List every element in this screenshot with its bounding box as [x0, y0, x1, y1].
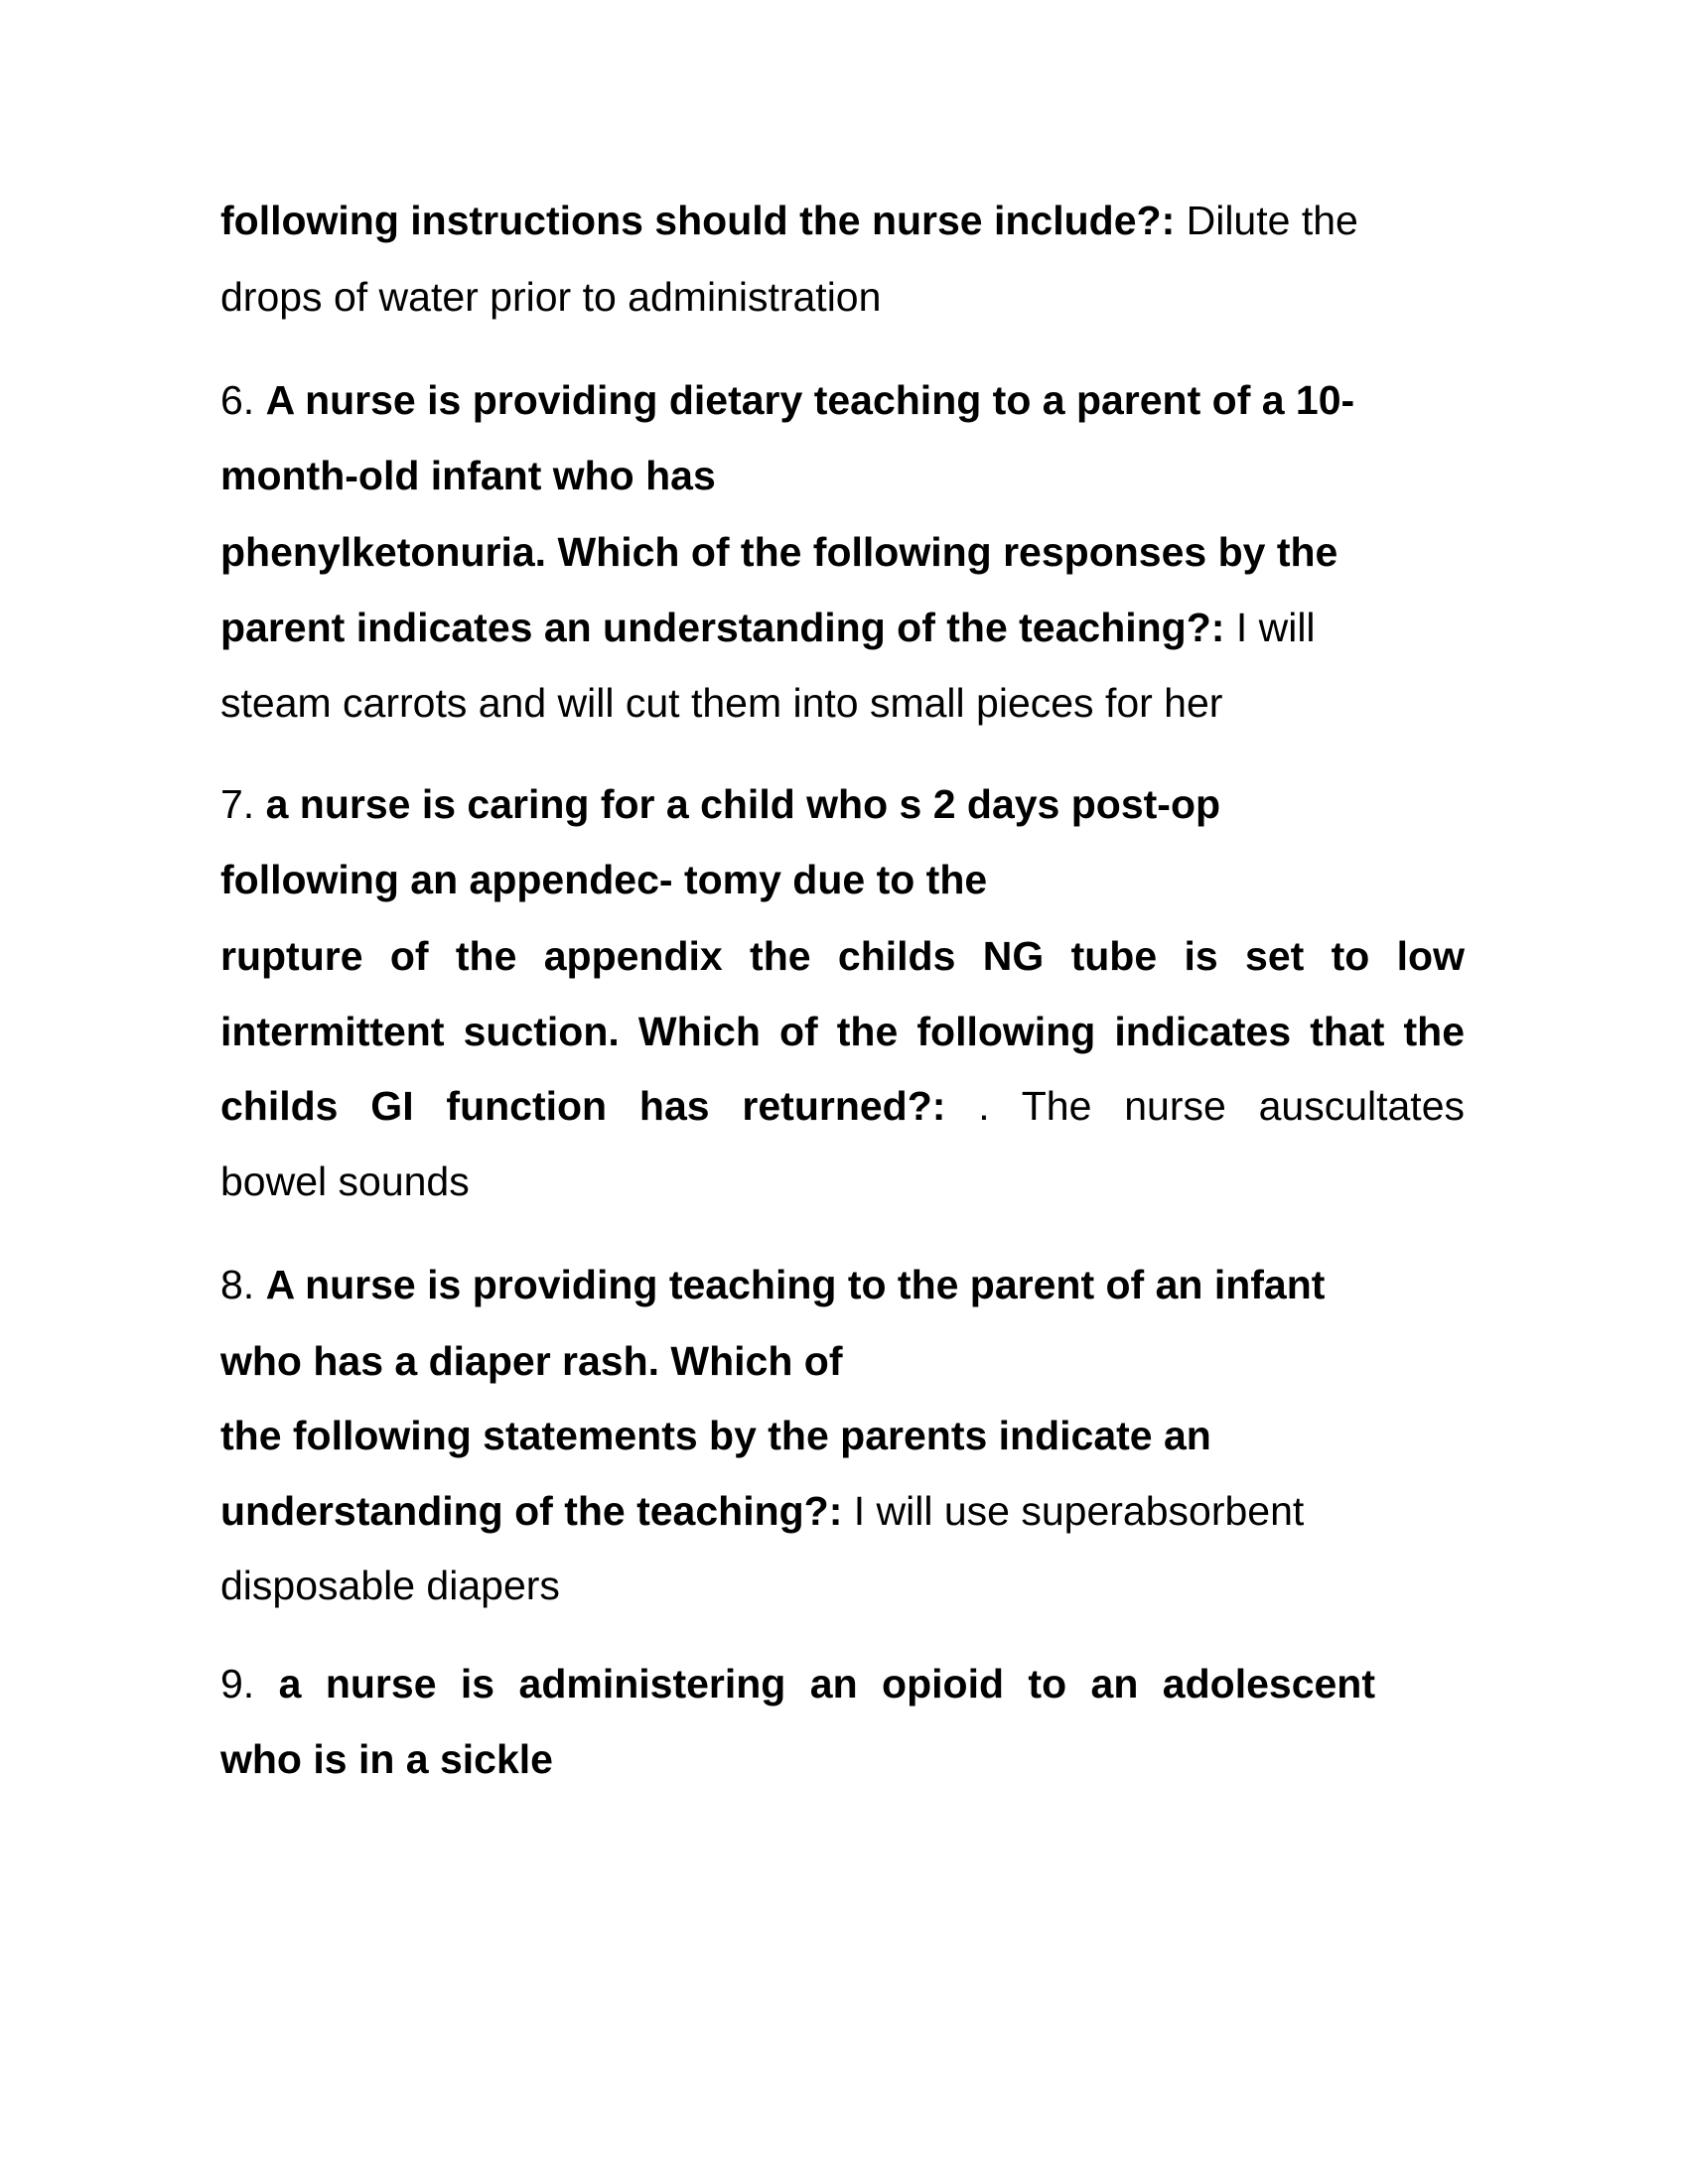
question-text: a nurse is administering an opioid to an adolescent [278, 1661, 1375, 1706]
question-text: phenylketonuria. Which of the following responses by the [220, 529, 1338, 575]
answer-text: 7. [220, 781, 266, 827]
answer-text: 9. [220, 1661, 279, 1706]
text-line [220, 766, 1465, 842]
answer-text: Dilute the [1186, 198, 1358, 243]
text-line [220, 665, 1465, 741]
text-line [220, 259, 1465, 335]
answer-text: bowel sounds [220, 1159, 470, 1204]
text-line [220, 994, 1465, 1069]
text-line [220, 438, 1465, 513]
text-line [220, 362, 1465, 438]
question-text: who has a diaper rash. Which of [220, 1338, 843, 1384]
question-text: following instructions should the nurse include?: [220, 198, 1187, 243]
answer-text: drops of water prior to administration [220, 274, 882, 320]
question-text: who is in a sickle [220, 1736, 553, 1782]
question-text: parent indicates an understanding of the teaching?: [220, 605, 1236, 650]
text-line [220, 1323, 1465, 1399]
text-line [220, 590, 1465, 665]
text-line [220, 1144, 1465, 1219]
question-text: childs GI function has returned?: [220, 1083, 979, 1129]
question-text: intermittent suction. Which of the following indicates that the [220, 1009, 1465, 1054]
question-text: a nurse is caring for a child who s 2 days post-op [265, 781, 1221, 827]
answer-text: I will [1235, 605, 1316, 650]
answer-text: steam carrots and will cut them into small pieces for her [220, 680, 1223, 726]
text-line [220, 1548, 1465, 1623]
text-line [220, 1398, 1465, 1473]
question-text: month-old infant who has [220, 453, 716, 498]
answer-text: I will use superabsorbent [853, 1488, 1305, 1534]
text-line [220, 1068, 1465, 1144]
text-line [220, 1646, 1375, 1721]
question-text: following an appendec- tomy due to the [220, 857, 988, 902]
text-line [220, 918, 1465, 994]
text-line [220, 842, 1465, 917]
answer-text: 8. [220, 1262, 266, 1307]
text-line [220, 1473, 1465, 1549]
question-text: A nurse is providing dietary teaching to a parent of a 10- [265, 377, 1355, 423]
answer-text: disposable diapers [220, 1563, 560, 1608]
text-line [220, 183, 1465, 258]
question-text: understanding of the teaching?: [220, 1488, 854, 1534]
text-line [220, 1721, 1465, 1797]
answer-text: 6. [220, 377, 266, 423]
text-line [220, 514, 1465, 590]
question-text: rupture of the appendix the childs NG tube is set to low [220, 933, 1465, 979]
question-text: the following statements by the parents indicate an [220, 1413, 1211, 1458]
question-text: A nurse is providing teaching to the parent of an infant [265, 1262, 1326, 1307]
answer-text: . The nurse auscultates [978, 1083, 1466, 1129]
text-line [220, 1247, 1465, 1322]
